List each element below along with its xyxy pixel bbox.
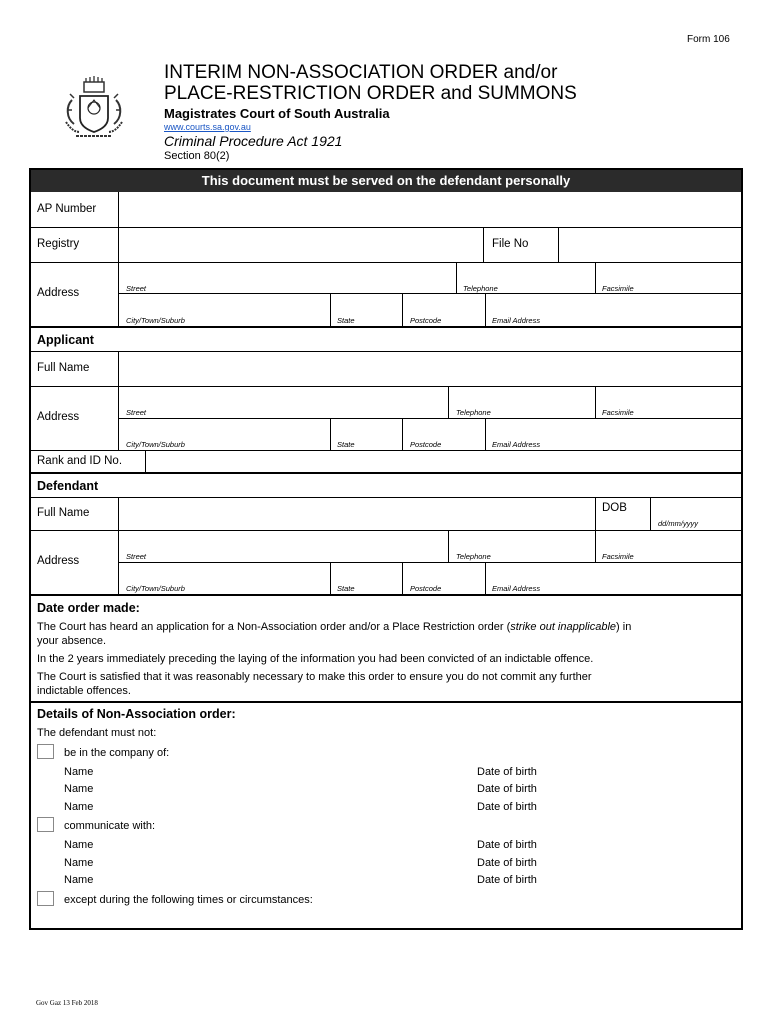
communicate-name-label-1: Name: [64, 839, 94, 851]
applicant-street-label: Street: [126, 408, 147, 417]
communicate-dob-label-3: Date of birth: [477, 874, 537, 886]
company-dob-label-1: Date of birth: [477, 766, 537, 778]
company-name-label-3: Name: [64, 801, 94, 813]
ap-street-label: Street: [126, 284, 147, 293]
company-dob-label-3: Date of birth: [477, 801, 537, 813]
ap-city-label: City/Town/Suburb: [126, 316, 185, 325]
dob-label: DOB: [602, 502, 627, 514]
non-association-heading: Details of Non-Association order:: [37, 707, 236, 721]
court-name: Magistrates Court of South Australia: [164, 106, 390, 121]
ap-number-label: AP Number: [37, 203, 97, 215]
dob-format-hint: dd/mm/yyyy: [658, 519, 699, 528]
form-title: [164, 62, 577, 104]
communicate-name-label-2: Name: [64, 857, 94, 869]
ap-postcode-label: Postcode: [410, 316, 442, 325]
non-association-intro: The defendant must not:: [37, 727, 157, 739]
defendant-street-label: Street: [126, 552, 147, 561]
ap-number-field[interactable]: [120, 194, 740, 226]
rank-id-field[interactable]: [147, 452, 740, 471]
communicate-label: communicate with:: [64, 820, 156, 832]
dob-field[interactable]: [652, 499, 740, 529]
communicate-dob-label-2: Date of birth: [477, 857, 537, 869]
rank-id-label: Rank and ID No.: [37, 455, 123, 467]
footer-gazette: Gov Gaz 13 Feb 2018: [36, 999, 98, 1007]
court-website-link[interactable]: www.courts.sa.gov.au: [164, 122, 251, 132]
company-name-label-2: Name: [64, 783, 94, 795]
applicant-heading: Applicant: [37, 333, 94, 347]
defendant-city-label: City/Town/Suburb: [126, 584, 185, 593]
defendant-email-label: Email Address: [492, 584, 541, 593]
defendant-name-field[interactable]: [120, 499, 594, 529]
defendant-facsimile-label: Facsimile: [602, 552, 634, 561]
date-order-para3-line1: The Court is satisfied that it was reasonably necessary to make this order to ensure you do not commit any further: [37, 671, 592, 683]
form-title-line2: PLACE-RESTRICTION ORDER and SUMMONS: [164, 83, 577, 104]
company-name-label-1: Name: [64, 766, 94, 778]
ap-state-label: State: [337, 316, 355, 325]
except-label: except during the following times or circumstances:: [64, 894, 313, 906]
form-frame: [29, 168, 743, 930]
defendant-telephone-label: Telephone: [456, 552, 491, 561]
communicate-name-label-3: Name: [64, 874, 94, 886]
ap-address-label: Address: [37, 287, 80, 299]
applicant-city-label: City/Town/Suburb: [126, 440, 185, 449]
applicant-name-field[interactable]: [120, 353, 740, 385]
registry-field[interactable]: [120, 229, 482, 261]
registry-label: Registry: [37, 238, 80, 250]
date-order-heading: Date order made:: [37, 601, 140, 615]
applicant-telephone-label: Telephone: [456, 408, 491, 417]
defendant-heading: Defendant: [37, 479, 99, 493]
company-dob-label-2: Date of birth: [477, 783, 537, 795]
communicate-checkbox[interactable]: [37, 817, 54, 832]
service-banner: This document must be served on the defendant personally: [31, 170, 741, 192]
defendant-postcode-label: Postcode: [410, 584, 442, 593]
strike-out-note: strike out inapplicable: [510, 621, 617, 633]
date-order-para1-text: The Court has heard an application for a Non-Association order and/or a Place Restriction order (: [37, 621, 511, 633]
date-order-para1-end: ) in: [616, 621, 632, 633]
ap-facsimile-label: Facsimile: [602, 284, 634, 293]
defendant-name-label: Full Name: [37, 507, 90, 519]
date-order-para1: [37, 620, 631, 634]
company-of-checkbox[interactable]: [37, 744, 54, 759]
except-checkbox[interactable]: [37, 891, 54, 906]
applicant-postcode-label: Postcode: [410, 440, 442, 449]
form-number: Form 106: [687, 34, 730, 45]
date-order-para1-line2: your absence.: [37, 635, 107, 647]
defendant-state-label: State: [337, 584, 355, 593]
applicant-email-label: Email Address: [492, 440, 541, 449]
form-title-line1: INTERIM NON-ASSOCIATION ORDER and/or: [164, 62, 558, 83]
section-ref: Section 80(2): [164, 150, 230, 162]
date-order-para3-line2: indictable offences.: [37, 685, 131, 697]
company-of-label: be in the company of:: [64, 747, 170, 759]
ap-email-label: Email Address: [492, 316, 541, 325]
ap-telephone-label: Telephone: [463, 284, 498, 293]
court-crest-logo: [58, 74, 130, 146]
act-name: Criminal Procedure Act 1921: [164, 133, 343, 149]
date-order-para2: In the 2 years immediately preceding the laying of the information you had been convicted of an indictable offence.: [37, 653, 594, 665]
file-no-label: File No: [492, 238, 529, 250]
applicant-name-label: Full Name: [37, 362, 90, 374]
file-no-field[interactable]: [560, 229, 740, 261]
applicant-facsimile-label: Facsimile: [602, 408, 634, 417]
defendant-address-label: Address: [37, 555, 80, 567]
communicate-dob-label-1: Date of birth: [477, 839, 537, 851]
applicant-address-label: Address: [37, 411, 80, 423]
applicant-state-label: State: [337, 440, 355, 449]
